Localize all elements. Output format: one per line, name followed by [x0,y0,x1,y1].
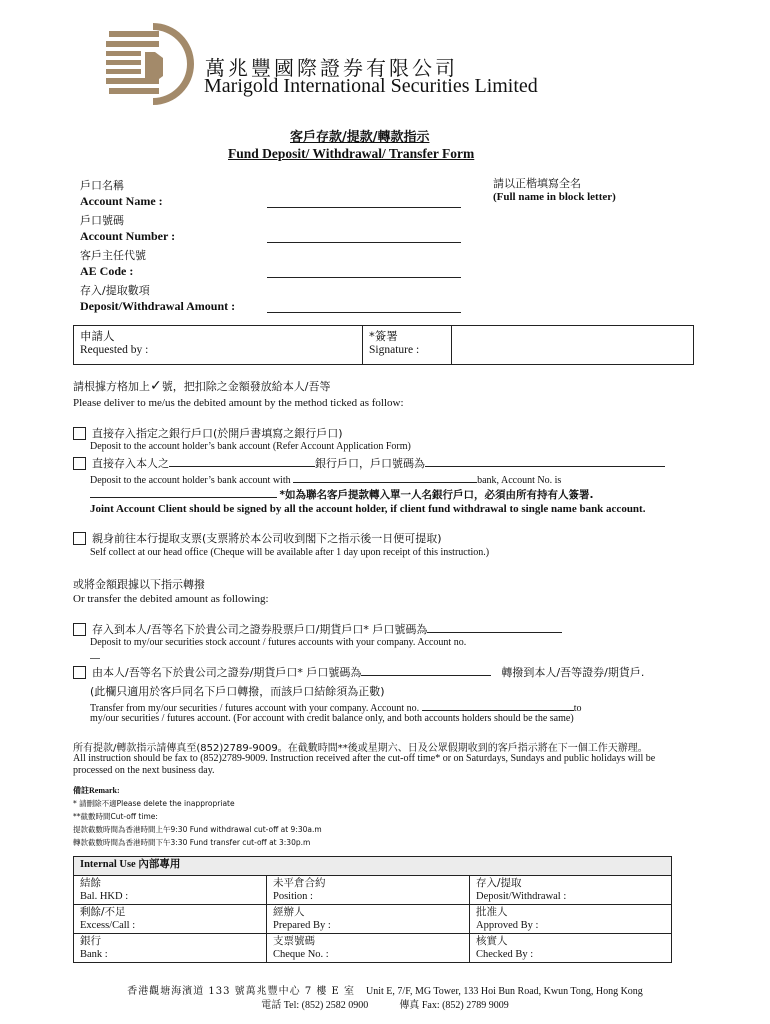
internal-cell-en: Bal. HKD : [80,891,129,902]
internal-cell-position[interactable] [267,876,470,905]
amount-label-zh: 存入/提取數項 [80,284,150,297]
other-bank-zh-b: 銀行戶口，戶口號碼為 [315,457,425,470]
block-letter-note-zh: 請以正楷填寫全名 [493,177,581,190]
internal-cell-en: Prepared By : [273,920,331,931]
ae-code-field[interactable] [267,264,461,278]
form-title-en: Fund Deposit/ Withdrawal/ Transfer Form [228,146,475,161]
internal-cell-en: Checked By : [476,949,534,960]
amount-field[interactable] [267,299,461,313]
form-title-zh: 客戶存款/提款/轉款指示 [290,130,430,145]
tick-icon: ✓ [150,378,162,394]
ae-code-label: AE Code : [80,264,134,278]
transfer-option-between-checkbox[interactable] [73,666,86,679]
internal-cell-excess-call[interactable] [74,905,267,934]
footer-fax-zh: 傳真 [399,1000,420,1011]
account-number-label: Account Number : [80,229,176,243]
requested-by-cell[interactable] [74,326,363,365]
internal-use-table [73,856,672,963]
internal-cell-approved-by[interactable] [470,905,672,934]
fax-instruction-en: All instruction should be fax to (852)2789-9009. Instruction received after the cut-off time* or on Saturdays, Sundays and public holidays will be processed on the next business day. [73,753,656,776]
other-bank-en-b: bank, Account No. is [477,475,562,486]
transfer-between-account-field[interactable] [422,700,574,711]
fax-instruction-zh: 所有提款/轉款指示請傳真至(852)2789-9009。在截數時間**後或星期六、日及公眾假期收到的客戶指示將在下一個工作天辦理。 [73,743,648,754]
internal-cell-zh: 存入/提取 [476,877,522,889]
transfer-intro-en: Or transfer the debited amount as following: [73,593,269,605]
account-name-label-zh: 戶口名稱 [80,179,124,192]
internal-cell-zh: 支票號碼 [273,935,315,947]
transfer-option-deposit-en: Deposit to my/our securities stock account / futures accounts with your company. Account no. [90,637,467,648]
transfer-option-between-en [90,700,581,714]
internal-cell-checked-by[interactable] [470,934,672,963]
requested-by-label: Requested by : [80,344,149,356]
delivery-intro-zh-after: 號，把扣除之金額發放給本人/吾等 [161,380,331,393]
remark-item: 轉款截數時間為香港時間下午3:30 Fund transfer cut-off at 3:30p.m [73,838,311,847]
internal-cell-zh: 銀行 [80,935,101,947]
internal-cell-bank[interactable] [74,934,267,963]
transfer-between-note-zh: (此欄只適用於客戶同名下戶口轉撥，而該戶口結餘須為正數) [90,685,385,698]
transfer-option-deposit-checkbox[interactable] [73,623,86,636]
internal-cell-zh: 經辦人 [273,906,305,918]
transfer-intro-zh: 或將金額跟據以下指示轉撥 [73,578,205,591]
delivery-option-other-bank-zh [92,455,665,471]
amount-label: Deposit/Withdrawal Amount : [80,299,236,313]
request-table [73,325,694,365]
transfer-between-account-field-zh[interactable] [361,664,491,676]
delivery-option-self-collect-en: Self collect at our head office (Cheque will be available after 1 day upon receipt of this instruction.) [90,547,490,558]
delivery-option-self-collect-checkbox[interactable] [73,532,86,545]
remarks-title: 備註Remark: [73,786,120,795]
internal-cell-en: Excess/Call : [80,920,136,931]
footer-address-en: Unit E, 7/F, MG Tower, 133 Hoi Bun Road, Kwun Tong, Hong Kong [366,986,643,997]
signature-label-zh: *簽署 [369,329,398,343]
delivery-option-self-collect-zh: 親身前往本行提取支票(支票將於本公司收到閣下之指示後一日便可提取) [92,532,442,545]
transfer-between-en-a: Transfer from my/our securities / futures account with your company. Account no. [90,703,420,714]
account-name-label: Account Name : [80,194,163,208]
transfer-between-zh-b: 轉撥到本人/吾等證券/期貨戶. [501,666,645,679]
account-name-field[interactable] [267,194,461,208]
internal-use-title: Internal Use 內部專用 [74,857,672,876]
account-number-label-zh: 戶口號碼 [80,214,124,227]
footer-tel-zh: 電話 [261,1000,282,1011]
company-logo [103,22,198,107]
delivery-option-bank-zh: 直接存入指定之銀行戶口(於開戶書填寫之銀行戶口) [92,427,343,440]
internal-cell-prepared-by[interactable] [267,905,470,934]
transfer-between-zh-a: 由本人/吾等名下於貴公司之證券/期貨戶口* 戶口號碼為 [92,666,362,679]
transfer-deposit-zh-label: 存入到本人/吾等名下於貴公司之證券股票戶口/期貨戶口* 戶口號碼為 [92,623,428,636]
internal-cell-en: Cheque No. : [273,949,329,960]
delivery-option-other-bank-checkbox[interactable] [73,457,86,470]
signature-label: Signature : [369,344,420,356]
transfer-option-deposit-zh [92,621,562,637]
delivery-intro-zh [73,378,330,394]
footer-fax: Fax: (852) 2789 9009 [421,1000,509,1011]
other-bank-en-a: Deposit to the account holder’s bank account with [90,475,291,486]
internal-cell-zh: 批准人 [476,906,508,918]
delivery-intro-zh-before: 請根據方格加上 [73,380,150,393]
account-number-field[interactable] [267,229,461,243]
internal-cell-balance[interactable] [74,876,267,905]
internal-cell-zh: 未平倉合約 [273,877,326,889]
internal-cell-zh: 結餘 [80,877,101,889]
other-bank-name-field-zh[interactable] [169,455,315,467]
internal-cell-zh: 核實人 [476,935,508,947]
other-bank-account-field-zh[interactable] [425,455,665,467]
delivery-option-other-bank-en [90,472,561,486]
other-bank-account-field[interactable] [90,487,277,498]
footer-address [0,982,770,997]
footer-address-zh: 香港觀塘海濱道 133 號萬兆豐中心 7 樓 E 室 [127,986,356,997]
internal-cell-en: Bank : [80,949,108,960]
joint-account-note-en: Joint Account Client should be signed by all the account holder, if client fund withdrawal to single name bank account. [90,503,646,515]
other-bank-name-field[interactable] [293,472,477,483]
ae-code-label-zh: 客戶主任代號 [80,249,146,262]
footer-tel: Tel: (852) 2582 0900 [283,1000,369,1011]
other-bank-zh-a: 直接存入本人之 [92,457,169,470]
remark-item: **截數時間Cut-off time: [73,812,158,821]
transfer-deposit-en-dash [90,658,100,659]
footer-contact [0,996,770,1011]
internal-cell-en: Deposit/Withdrawal : [476,891,567,902]
internal-cell-deposit-withdrawal[interactable] [470,876,672,905]
internal-cell-zh: 剩餘/不足 [80,906,126,918]
transfer-deposit-account-field[interactable] [427,621,562,633]
delivery-option-bank-en: Deposit to the account holder’s bank account (Refer Account Application Form) [90,441,411,452]
block-letter-note-en: (Full name in block letter) [493,191,616,203]
signature-label-cell [363,326,452,365]
delivery-intro-en: Please deliver to me/us the debited amount by the method ticked as follow: [73,397,404,409]
joint-account-line [90,487,593,502]
requested-by-label-zh: 申請人 [80,329,115,343]
internal-cell-en: Position : [273,891,313,902]
company-name-zh: 萬兆豐國際證券有限公司 [205,56,458,80]
remark-item: * 請刪除不適Please delete the inappropriate [73,799,235,808]
transfer-between-en-c: my/our securities / futures account. (For account with credit balance only, and both accounts holders should be the same) [90,713,574,724]
joint-account-note-zh: *如為聯名客戶提款轉入單一人名銀行戶口，必須由所有持有人簽署. [279,489,594,501]
company-name-en: Marigold International Securities Limited [204,75,538,97]
transfer-between-en-b: to [573,703,582,714]
internal-cell-en: Approved By : [476,920,539,931]
transfer-option-between-zh [92,664,644,680]
delivery-option-bank-checkbox[interactable] [73,427,86,440]
signature-field[interactable] [452,326,694,365]
remark-item: 提款截數時間為香港時間上午9:30 Fund withdrawal cut-off at 9:30a.m [73,825,322,834]
internal-cell-cheque-no[interactable] [267,934,470,963]
